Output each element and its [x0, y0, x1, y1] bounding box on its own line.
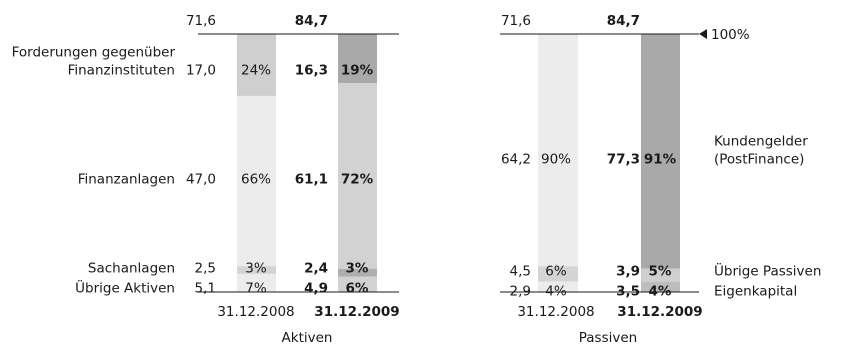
- passiven-share-2008-2: 6%: [545, 263, 567, 280]
- passiven-category-label-3: Eigenkapital: [714, 283, 798, 300]
- passiven-share-2008-1: 90%: [540, 151, 572, 168]
- passiven-year-label-2009: 31.12.2009: [617, 304, 703, 320]
- reference-label: 100%: [711, 27, 750, 43]
- passiven-share-2008-3: 4%: [545, 283, 567, 300]
- aktiven-year-label-2009: 31.12.2009: [314, 304, 400, 320]
- aktiven-value-2009-2: 61,1: [294, 171, 328, 188]
- aktiven-panel-title: Aktiven: [281, 330, 333, 346]
- aktiven-value-2008-3: 2,5: [194, 260, 216, 277]
- aktiven-category-label-4: Übrige Aktiven: [75, 280, 175, 297]
- aktiven-share-2009-1: 19%: [340, 62, 374, 79]
- aktiven-category-label-1-line-1: Forderungen gegenüber: [11, 44, 175, 61]
- aktiven-value-2009-3: 2,4: [304, 260, 328, 277]
- aktiven-value-2009-1: 16,3: [294, 62, 328, 79]
- aktiven-year-label-2008: 31.12.2008: [217, 304, 295, 320]
- passiven-value-2008-3: 2,9: [509, 283, 531, 300]
- aktiven-share-2009-4: 6%: [345, 280, 369, 297]
- passiven-share-2009-3: 4%: [648, 283, 672, 300]
- aktiven-value-2009-4: 4,9: [304, 280, 328, 297]
- passiven-year-label-2008: 31.12.2008: [517, 304, 595, 320]
- aktiven-value-2008-1: 17,0: [185, 62, 216, 79]
- aktiven-total-2009: 84,7: [294, 13, 328, 29]
- passiven-value-2009-3: 3,5: [616, 283, 640, 300]
- aktiven-category-label-3: Sachanlagen: [87, 260, 175, 277]
- aktiven-share-2008-2: 66%: [240, 171, 272, 188]
- passiven-bar-2008-segment-1: [538, 34, 578, 266]
- aktiven-share-2009-2: 72%: [340, 171, 374, 188]
- aktiven-share-2008-4: 7%: [245, 280, 267, 297]
- passiven-category-label-2: Übrige Passiven: [714, 263, 822, 280]
- passiven-total-2009: 84,7: [606, 13, 640, 29]
- aktiven-value-2008-4: 5,1: [194, 280, 216, 297]
- passiven-category-label-1-line-1: Kundengelder: [714, 133, 808, 150]
- passiven-value-2008-2: 4,5: [509, 263, 531, 280]
- passiven-share-2009-2: 5%: [648, 263, 672, 280]
- aktiven-category-label-1-line-2: Finanzinstituten: [67, 62, 175, 79]
- passiven-value-2009-1: 77,3: [606, 151, 640, 168]
- passiven-value-2009-2: 3,9: [616, 263, 640, 280]
- aktiven-share-2008-1: 24%: [240, 62, 272, 79]
- reference-marker-icon: [699, 29, 707, 39]
- passiven-category-label-1-line-2: (PostFinance): [714, 151, 805, 168]
- aktiven-category-label-2: Finanzanlagen: [77, 171, 175, 188]
- aktiven-share-2009-3: 3%: [345, 260, 369, 277]
- passiven-total-2008: 71,6: [500, 13, 531, 29]
- passiven-panel-title: Passiven: [578, 330, 638, 346]
- passiven-share-2009-1: 91%: [643, 151, 677, 168]
- passiven-value-2008-1: 64,2: [500, 151, 531, 168]
- aktiven-total-2008: 71,6: [185, 13, 216, 29]
- aktiven-value-2008-2: 47,0: [185, 171, 216, 188]
- aktiven-share-2008-3: 3%: [245, 260, 267, 277]
